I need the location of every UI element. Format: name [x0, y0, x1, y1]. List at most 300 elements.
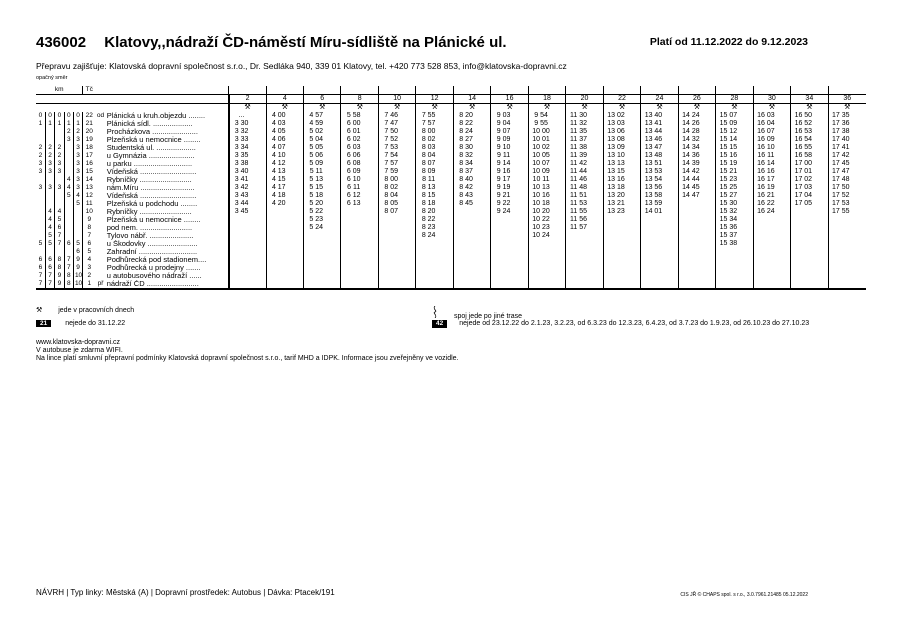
km-cell: 10 [74, 280, 83, 287]
time-cell: 9 24 [491, 208, 516, 216]
time-cell: 6 13 [341, 200, 366, 208]
stop-name: Plánická u kruh.objezdu ........ [106, 112, 206, 120]
time-cell [603, 256, 628, 264]
time-cell [828, 256, 853, 264]
time-cell [528, 240, 553, 248]
trip-number: 26 [678, 95, 715, 104]
km-cell: 3 [38, 168, 43, 175]
line-name: Klatovy,,nádraží ČD-náměstí Míru-sídliště na Plánické ul. [104, 34, 507, 51]
time-cell: 13 51 [641, 160, 666, 168]
km-cell [45, 200, 54, 208]
time-cell: 3 42 [229, 184, 254, 192]
tc-cell: 12 [83, 192, 95, 200]
time-cell: 11 57 [566, 224, 591, 232]
time-cell [453, 272, 478, 280]
time-cell [828, 232, 853, 240]
time-cell [491, 264, 516, 272]
table-row [36, 192, 866, 200]
time-cell: 7 53 [378, 144, 403, 152]
time-cell: 7 55 [416, 112, 441, 120]
time-cell: 14 44 [678, 176, 703, 184]
time-cell [416, 248, 441, 256]
time-cell: 4 20 [266, 200, 291, 208]
time-cell: 5 24 [304, 224, 329, 232]
time-cell [416, 272, 441, 280]
time-cell [378, 240, 403, 248]
time-cell [603, 216, 628, 224]
tc-cell: 15 [83, 168, 95, 176]
stop-name: Plzeňská u nemocnice ........ [106, 216, 201, 224]
time-cell [641, 256, 666, 264]
km-cell: 1 [45, 120, 54, 128]
time-cell [378, 216, 403, 224]
time-cell: 10 02 [528, 144, 553, 152]
km-cell [73, 216, 82, 224]
time-cell: 5 23 [304, 216, 329, 224]
note-42-badge: 42 [432, 320, 447, 328]
km-cell: 4 [55, 208, 64, 216]
time-cell: 16 19 [753, 184, 778, 192]
time-cell: 14 36 [678, 152, 703, 160]
time-cell [416, 256, 441, 264]
time-cell: 4 00 [266, 112, 291, 120]
km-cell [64, 200, 73, 208]
time-cell: 4 17 [266, 184, 291, 192]
table-row [36, 240, 866, 248]
od-cell: př [95, 280, 105, 289]
time-cell [678, 208, 703, 216]
tc-cell: 7 [83, 232, 95, 240]
time-cell: 15 27 [716, 192, 741, 200]
time-cell: 16 54 [791, 136, 816, 144]
km-cell: 3 [38, 184, 43, 191]
time-cell [229, 232, 254, 240]
od-cell [95, 240, 105, 248]
website-link[interactable]: www.klatovska-dopravni.cz [36, 339, 121, 346]
time-cell: 15 36 [716, 224, 741, 232]
km-cell [36, 248, 45, 256]
km-cell: 5 [73, 200, 82, 208]
legend-other-route: spoj jede po jiné trase [432, 306, 522, 320]
stop-name: Rybníčky ......................... [106, 176, 192, 184]
time-cell: 14 39 [678, 160, 703, 168]
table-row [36, 280, 866, 289]
km-cell: 2 [55, 144, 64, 152]
time-cell [791, 240, 816, 248]
time-cell: 15 16 [716, 152, 741, 160]
time-cell: 7 47 [378, 120, 403, 128]
time-cell: 15 15 [716, 144, 741, 152]
time-cell: 5 02 [304, 128, 329, 136]
km-cell [64, 168, 73, 176]
time-cell [566, 280, 591, 289]
carrier-info: Přepravu zajišťuje: Klatovská dopravní společnost s.r.o., Dr. Sedláka 940, 339 01 Klatovy, tel. +420 773 528 853, info@klatovska-dopravni.cz [36, 61, 567, 71]
tc-cell: 2 [83, 272, 95, 280]
stop-name: Vídeňská ........................... [106, 192, 197, 200]
km-cell: 7 [64, 256, 73, 264]
time-cell: 13 53 [641, 168, 666, 176]
time-cell [378, 280, 403, 289]
time-cell: 11 35 [566, 128, 591, 136]
time-cell [453, 264, 478, 272]
od-cell [95, 184, 105, 192]
hammer-icon: ⚒ [753, 104, 790, 113]
km-cell [55, 176, 64, 184]
time-cell [304, 232, 329, 240]
time-cell: 8 32 [453, 152, 478, 160]
time-cell: 17 55 [828, 208, 853, 216]
time-cell: 8 07 [378, 208, 403, 216]
km-cell: 3 [55, 184, 64, 192]
time-cell [528, 264, 553, 272]
hammer-icon: ⚒ [603, 104, 640, 113]
km-cell [36, 176, 45, 184]
time-cell [678, 200, 703, 208]
km-cell: 8 [64, 272, 73, 280]
time-cell: 3 34 [229, 144, 254, 152]
time-cell [304, 256, 329, 264]
time-cell [341, 264, 366, 272]
time-cell [678, 256, 703, 264]
km-cell: 6 [73, 248, 82, 256]
time-cell [753, 272, 778, 280]
time-cell: 14 32 [678, 136, 703, 144]
km-cell: 5 [73, 240, 82, 248]
legend-note-21: 21 nejede do 31.12.22 [36, 320, 125, 327]
table-row [36, 152, 866, 160]
time-cell [491, 248, 516, 256]
time-cell: 16 17 [753, 176, 778, 184]
time-cell [678, 240, 703, 248]
time-cell: 5 58 [341, 112, 366, 120]
time-cell [229, 264, 254, 272]
time-cell: 4 10 [266, 152, 291, 160]
time-cell [341, 232, 366, 240]
time-cell: 14 47 [678, 192, 703, 200]
km-cell: 8 [64, 280, 73, 289]
km-cell: 3 [73, 144, 82, 152]
time-cell: 8 22 [453, 120, 478, 128]
time-cell [378, 264, 403, 272]
time-cell: 9 16 [491, 168, 516, 176]
km-cell: 7 [45, 272, 54, 280]
time-cell: 13 58 [641, 192, 666, 200]
km-cell: 6 [38, 256, 43, 263]
opposite-direction-label: opačný směr [36, 75, 68, 81]
time-cell [229, 224, 254, 232]
time-cell [491, 240, 516, 248]
time-cell [341, 240, 366, 248]
time-cell: 3 33 [229, 136, 254, 144]
km-cell: 3 [55, 160, 64, 168]
trip-number: 28 [716, 95, 753, 104]
time-cell: 5 22 [304, 208, 329, 216]
hammer-icon: ⚒ [304, 104, 341, 113]
km-cell: 5 [64, 192, 73, 200]
km-cell: 2 [38, 152, 43, 159]
time-cell: 14 34 [678, 144, 703, 152]
trip-number: 34 [791, 95, 828, 104]
time-cell [603, 248, 628, 256]
time-cell: 11 51 [566, 192, 591, 200]
time-cell: 10 22 [528, 216, 553, 224]
time-cell: 4 57 [304, 112, 329, 120]
time-cell: 17 00 [791, 160, 816, 168]
time-cell: 11 53 [566, 200, 591, 208]
time-cell [641, 216, 666, 224]
tc-cell: 18 [83, 144, 95, 152]
trip-number: 24 [641, 95, 678, 104]
table-row [36, 128, 866, 136]
time-cell [791, 280, 816, 289]
time-cell: 16 55 [791, 144, 816, 152]
time-cell: 17 50 [828, 184, 853, 192]
time-cell: 10 23 [528, 224, 553, 232]
time-cell: 13 15 [603, 168, 628, 176]
time-cell: 7 46 [378, 112, 403, 120]
time-cell [678, 216, 703, 224]
km-cell [45, 192, 54, 200]
time-cell [828, 216, 853, 224]
tc-cell: 6 [83, 240, 95, 248]
time-cell [266, 240, 291, 248]
km-header: km [36, 86, 83, 95]
time-cell: 17 48 [828, 176, 853, 184]
time-cell [753, 264, 778, 272]
time-cell [753, 248, 778, 256]
time-cell [753, 280, 778, 289]
km-cell: 6 [38, 264, 43, 271]
time-cell [791, 272, 816, 280]
time-cell [791, 232, 816, 240]
time-cell: 5 18 [304, 192, 329, 200]
tc-cell: 19 [83, 136, 95, 144]
table-row [36, 264, 866, 272]
time-cell [716, 272, 741, 280]
time-cell [603, 272, 628, 280]
time-cell: 13 16 [603, 176, 628, 184]
time-cell: 10 13 [528, 184, 553, 192]
time-cell [528, 256, 553, 264]
time-cell [491, 272, 516, 280]
time-cell [229, 216, 254, 224]
time-cell: 15 09 [716, 120, 741, 128]
km-cell: 3 [73, 168, 82, 176]
time-cell [229, 240, 254, 248]
hammer-icon: ⚒ [229, 104, 266, 113]
time-cell: 10 16 [528, 192, 553, 200]
table-row [36, 200, 866, 208]
stop-name: nám.Míru .......................... [106, 184, 195, 192]
time-cell: 6 02 [341, 136, 366, 144]
km-cell: 9 [55, 280, 64, 289]
time-cell: 13 59 [641, 200, 666, 208]
time-cell: 13 56 [641, 184, 666, 192]
wifi-note: V autobuse je zdarma WIFI. [36, 347, 123, 354]
table-row [36, 176, 866, 184]
time-cell: 3 45 [229, 208, 254, 216]
time-cell: 9 17 [491, 176, 516, 184]
km-cell: 6 [64, 240, 73, 248]
time-cell: 17 52 [828, 192, 853, 200]
time-cell: 15 32 [716, 208, 741, 216]
time-cell: 8 11 [416, 176, 441, 184]
time-cell: 13 18 [603, 184, 628, 192]
km-cell: 3 [73, 160, 82, 168]
time-cell: 9 04 [491, 120, 516, 128]
tc-cell: 13 [83, 184, 95, 192]
km-cell: 2 [45, 144, 54, 152]
time-cell: 17 03 [791, 184, 816, 192]
time-cell [678, 232, 703, 240]
hammer-icon: ⚒ [566, 104, 603, 113]
tc-cell: 22 [83, 112, 95, 120]
km-cell [64, 208, 73, 216]
time-cell [491, 256, 516, 264]
km-cell: 4 [45, 216, 54, 224]
time-cell [791, 248, 816, 256]
time-cell: 16 11 [753, 152, 778, 160]
time-cell: 8 13 [416, 184, 441, 192]
time-cell: 16 07 [753, 128, 778, 136]
od-cell [95, 248, 105, 256]
time-cell: 6 11 [341, 184, 366, 192]
trip-number: 2 [229, 95, 266, 104]
time-cell: 13 48 [641, 152, 666, 160]
time-cell: 8 30 [453, 144, 478, 152]
km-cell [45, 128, 54, 136]
time-cell: 15 14 [716, 136, 741, 144]
stop-name: u autobusového nádraží ...... [106, 272, 202, 280]
table-row [36, 144, 866, 152]
time-cell: 8 00 [378, 176, 403, 184]
time-cell: 15 30 [716, 200, 741, 208]
time-cell: 5 11 [304, 168, 329, 176]
km-cell: 0 [55, 112, 64, 120]
time-cell: 13 10 [603, 152, 628, 160]
km-cell: 7 [55, 232, 64, 240]
trip-number: 4 [266, 95, 303, 104]
time-cell [416, 240, 441, 248]
time-cell [641, 224, 666, 232]
time-cell [266, 264, 291, 272]
time-cell: 4 59 [304, 120, 329, 128]
time-cell: 16 10 [753, 144, 778, 152]
time-cell [416, 264, 441, 272]
od-cell [95, 168, 105, 176]
time-cell [566, 240, 591, 248]
time-cell [678, 248, 703, 256]
od-cell [95, 272, 105, 280]
time-cell: 17 42 [828, 152, 853, 160]
time-cell: 11 55 [566, 208, 591, 216]
time-cell: 16 14 [753, 160, 778, 168]
time-cell: 8 23 [416, 224, 441, 232]
time-cell [716, 280, 741, 289]
time-cell [753, 256, 778, 264]
km-cell: 3 [73, 152, 82, 160]
time-cell [791, 216, 816, 224]
km-cell: 5 [55, 216, 64, 224]
time-cell: 15 37 [716, 232, 741, 240]
time-cell: 15 34 [716, 216, 741, 224]
time-cell: 9 19 [491, 184, 516, 192]
time-cell [678, 264, 703, 272]
km-cell [55, 136, 64, 144]
time-cell: 13 02 [603, 112, 628, 120]
time-cell: 17 38 [828, 128, 853, 136]
time-cell: ... [229, 112, 254, 120]
time-cell: 8 40 [453, 176, 478, 184]
time-cell: 9 11 [491, 152, 516, 160]
tc-cell: 11 [83, 200, 95, 208]
time-cell: 10 01 [528, 136, 553, 144]
time-cell [828, 272, 853, 280]
time-cell: 11 48 [566, 184, 591, 192]
time-cell: 4 18 [266, 192, 291, 200]
time-cell: 14 01 [641, 208, 666, 216]
hammer-icon: ⚒ [36, 307, 43, 314]
km-cell: 3 [45, 160, 54, 168]
time-cell: 8 18 [416, 200, 441, 208]
time-cell [753, 240, 778, 248]
time-cell [603, 264, 628, 272]
time-cell: 5 06 [304, 152, 329, 160]
time-cell [304, 280, 329, 289]
km-cell [64, 144, 73, 152]
time-cell: 8 20 [453, 112, 478, 120]
km-cell [36, 224, 45, 232]
km-cell: 4 [64, 176, 73, 184]
time-cell [603, 224, 628, 232]
time-cell: 17 41 [828, 144, 853, 152]
trip-number: 16 [491, 95, 528, 104]
time-cell: 6 10 [341, 176, 366, 184]
time-cell [641, 272, 666, 280]
legend-note-42: 42 nejede od 23.12.22 do 2.1.23, 3.2.23, od 6.3.23 do 12.3.23, 6.4.23, od 3.7.23 do 1.9.23, od 26.10.23 do 27.10.23 [432, 320, 832, 328]
time-cell [641, 232, 666, 240]
km-cell: 7 [45, 280, 54, 289]
km-cell: 6 [45, 264, 54, 272]
km-cell [36, 128, 45, 136]
time-cell: 8 04 [378, 192, 403, 200]
time-cell: 9 10 [491, 144, 516, 152]
km-cell: 7 [36, 280, 45, 289]
time-cell [791, 208, 816, 216]
time-cell: 16 22 [753, 200, 778, 208]
time-cell: 16 52 [791, 120, 816, 128]
tc-cell: 10 [83, 208, 95, 216]
km-cell [64, 248, 73, 256]
time-cell: 16 09 [753, 136, 778, 144]
km-cell [36, 200, 45, 208]
km-cell: 7 [64, 264, 73, 272]
time-cell: 5 20 [304, 200, 329, 208]
table-row [36, 224, 866, 232]
trip-number: 30 [753, 95, 790, 104]
od-cell [95, 152, 105, 160]
time-cell: 6 12 [341, 192, 366, 200]
stop-name: Studentská ul. ................... [106, 144, 196, 152]
time-cell: 13 13 [603, 160, 628, 168]
time-cell: 7 59 [378, 168, 403, 176]
time-cell: 13 41 [641, 120, 666, 128]
time-cell: 16 24 [753, 208, 778, 216]
table-row [36, 256, 866, 264]
time-cell: 14 45 [678, 184, 703, 192]
time-cell [304, 240, 329, 248]
hammer-icon: ⚒ [491, 104, 528, 113]
